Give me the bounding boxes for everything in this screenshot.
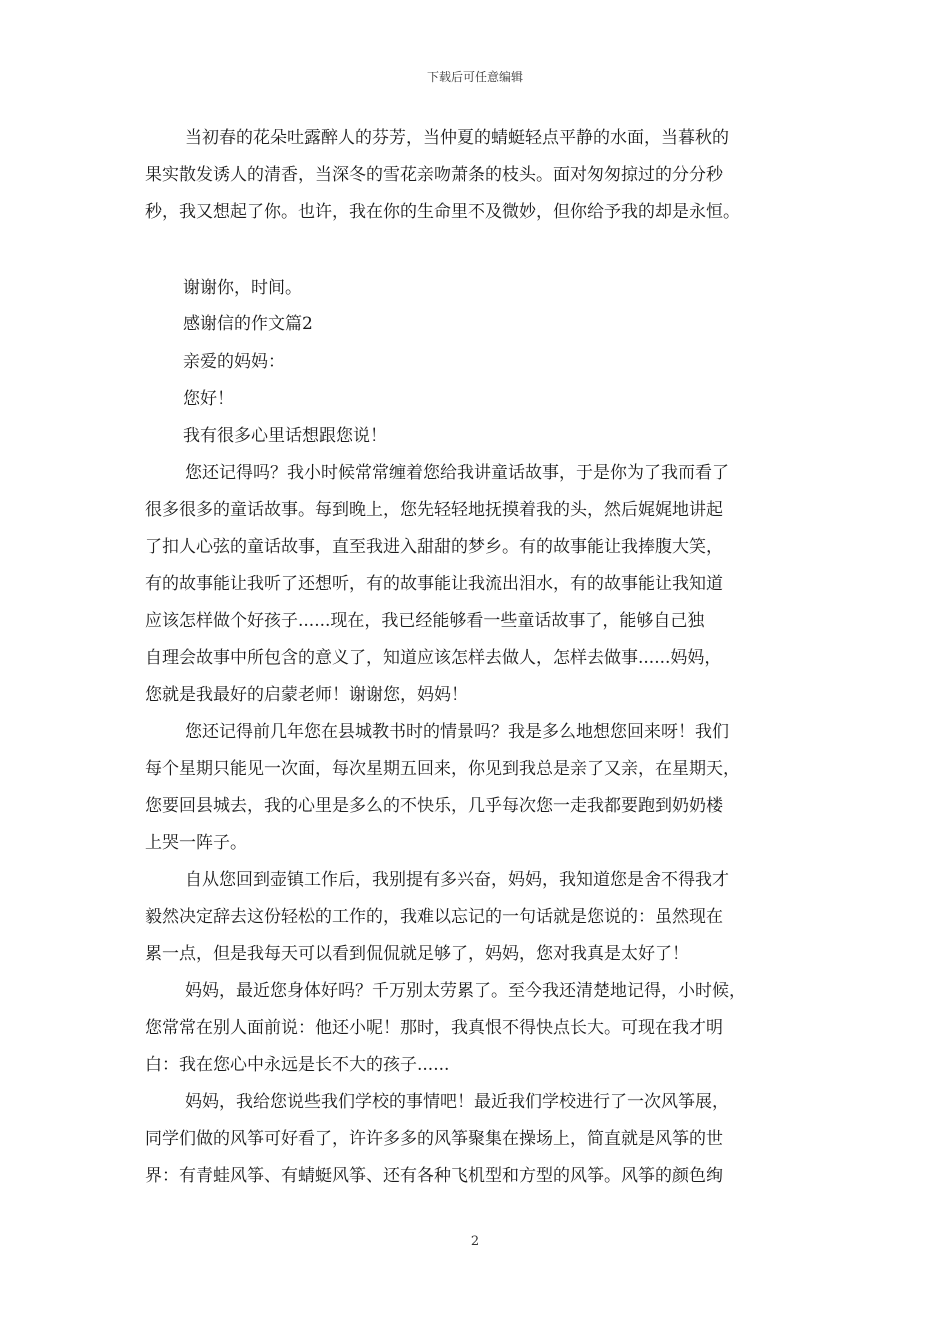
- text-line: 妈妈，我给您说些我们学校的事情吧！最近我们学校进行了一次风筝展，: [185, 1092, 729, 1112]
- text-line: 您常常在别人面前说：他还小呢！那时，我真恨不得快点长大。可现在我才明: [145, 1018, 723, 1038]
- text-line: 您还记得吗？我小时候常常缠着您给我讲童话故事，于是你为了我而看了: [185, 463, 729, 483]
- text-line: 秒，我又想起了你。也许，我在你的生命里不及微妙，但你给予我的却是永恒。: [145, 202, 740, 222]
- text-line: 每个星期只能见一次面，每次星期五回来，你见到我总是亲了又亲，在星期天，: [145, 759, 740, 779]
- page-number: 2: [470, 1234, 480, 1249]
- text-line: 应该怎样做个好孩子......现在，我已经能够看一些童话故事了，能够自己独: [145, 611, 705, 631]
- text-line: 界：有青蛙风筝、有蜻蜓风筝、还有各种飞机型和方型的风筝。风筝的颜色绚: [145, 1166, 723, 1186]
- text-line: 妈妈，最近您身体好吗？千万别太劳累了。至今我还清楚地记得，小时候，: [185, 981, 746, 1001]
- page-header: 下载后可任意编辑: [426, 70, 523, 84]
- text-line: 您要回县城去，我的心里是多么的不快乐，几乎每次您一走我都要跑到奶奶楼: [145, 796, 723, 816]
- section-title: 感谢信的作文篇2: [183, 314, 313, 334]
- text-line: 您还记得前几年您在县城教书时的情景吗？我是多么地想您回来呀！我们: [185, 722, 729, 742]
- text-line: 谢谢你，时间。: [183, 278, 302, 298]
- text-line: 了扣人心弦的童话故事，直至我进入甜甜的梦乡。有的故事能让我捧腹大笑，: [145, 537, 723, 557]
- text-line: 上哭一阵子。: [145, 833, 247, 853]
- text-line: 当初春的花朵吐露醉人的芬芳，当仲夏的蜻蜓轻点平静的水面，当暮秋的: [185, 128, 729, 148]
- text-line: 自从您回到壶镇工作后，我别提有多兴奋，妈妈，我知道您是舍不得我才: [185, 870, 729, 890]
- text-line: 您就是我最好的启蒙老师！谢谢您，妈妈！: [145, 685, 468, 705]
- text-line: 有的故事能让我听了还想听，有的故事能让我流出泪水，有的故事能让我知道: [145, 574, 723, 594]
- text-line: 毅然决定辞去这份轻松的工作的，我难以忘记的一句话就是您说的：虽然现在: [145, 907, 723, 927]
- text-line: 我有很多心里话想跟您说！: [183, 426, 387, 446]
- text-line: 累一点，但是我每天可以看到侃侃就足够了，妈妈，您对我真是太好了！: [145, 944, 689, 964]
- text-line: 同学们做的风筝可好看了，许许多多的风筝聚集在操场上，简直就是风筝的世: [145, 1129, 723, 1149]
- salutation: 亲爱的妈妈：: [183, 352, 285, 372]
- text-line: 很多很多的童话故事。每到晚上，您先轻轻地抚摸着我的头，然后娓娓地讲起: [145, 500, 723, 520]
- text-line: 白：我在您心中永远是长不大的孩子......: [145, 1055, 450, 1075]
- greeting: 您好！: [183, 389, 234, 409]
- text-line: 自理会故事中所包含的意义了，知道应该怎样去做人，怎样去做事......妈妈，: [145, 648, 722, 668]
- text-line: 果实散发诱人的清香，当深冬的雪花亲吻萧条的枝头。面对匆匆掠过的分分秒: [145, 165, 723, 185]
